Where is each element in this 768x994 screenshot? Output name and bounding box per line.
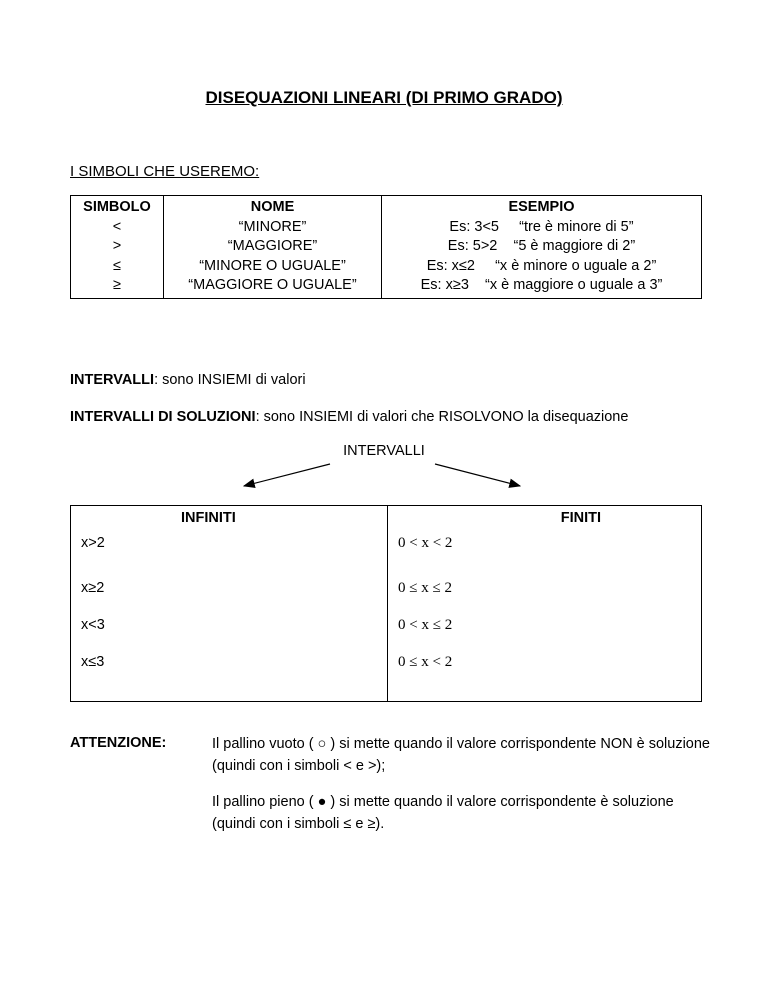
- table-row: [71, 571, 701, 608]
- left-arrow: [244, 464, 330, 486]
- name-cell: “MAGGIORE”: [227, 238, 318, 254]
- name-cell: “MINORE”: [238, 218, 307, 235]
- symbol-cell: >: [112, 238, 122, 254]
- infinite-cell: x≤3: [81, 654, 105, 670]
- branch-arrows: [230, 455, 530, 495]
- example-cell: Es: x≥3 “x è maggiore o uguale a 3”: [420, 277, 663, 293]
- filled-dot-note: Il pallino pieno ( ● ) si mette quando il valore corrispondente è soluzione (quindi con i simboli ≤ e ≥).: [212, 794, 674, 832]
- name-cell: “MINORE O UGUALE”: [199, 257, 346, 274]
- symbols-heading: I SIMBOLI CHE USEREMO:: [70, 163, 260, 180]
- example-cell: Es: 5>2 “5 è maggiore di 2”: [447, 238, 636, 254]
- table-row: [71, 645, 701, 701]
- infinite-cell: x≥2: [81, 580, 105, 596]
- symbol-header: SIMBOLO: [83, 199, 151, 215]
- example-cell: Es: 3<5 “tre è minore di 5”: [449, 218, 634, 235]
- name-column: [164, 196, 382, 298]
- symbol-cell: ≥: [113, 277, 121, 293]
- table-row: [71, 506, 701, 571]
- symbols-table: [70, 195, 702, 299]
- infinite-header: INFINITI: [181, 510, 236, 526]
- solution-intervals-definition: [70, 409, 628, 425]
- name-header: NOME: [250, 199, 295, 215]
- finite-cell: 0 ≤ x ≤ 2: [398, 580, 452, 596]
- intervals-definition: [70, 372, 306, 388]
- solution-intervals-text: : sono INSIEMI di valori che RISOLVONO la disequazione: [255, 409, 629, 425]
- finite-cell: 0 < x ≤ 2: [398, 617, 453, 633]
- infinite-cell: x<3: [81, 617, 105, 633]
- intervals-table: [70, 505, 702, 702]
- symbol-column: [71, 196, 164, 298]
- intervals-label: INTERVALLI: [343, 443, 425, 459]
- intervals-definition-text: : sono INSIEMI di valori: [154, 372, 306, 388]
- attention-label: ATTENZIONE:: [70, 735, 167, 751]
- solution-intervals-term: INTERVALLI DI SOLUZIONI: [70, 409, 256, 425]
- right-arrow: [435, 464, 520, 486]
- finite-header: FINITI: [560, 510, 601, 526]
- finite-cell: 0 < x < 2: [398, 535, 453, 551]
- symbol-cell: <: [112, 218, 122, 235]
- example-header: ESEMPIO: [508, 199, 575, 215]
- example-column: [382, 196, 701, 298]
- intervals-term: INTERVALLI: [70, 372, 155, 388]
- example-cell: Es: x≤2 “x è minore o uguale a 2”: [426, 257, 657, 274]
- table-row: [71, 608, 701, 645]
- symbol-cell: ≤: [113, 257, 121, 274]
- name-cell: “MAGGIORE O UGUALE”: [188, 277, 357, 293]
- empty-dot-note: Il pallino vuoto ( ○ ) si mette quando il valore corrispondente NON è soluzione (quindi con i simboli < e >);: [212, 736, 710, 774]
- page-title: DISEQUAZIONI LINEARI (DI PRIMO GRADO): [205, 88, 563, 107]
- finite-cell: 0 ≤ x < 2: [398, 654, 453, 670]
- infinite-cell: x>2: [81, 535, 105, 551]
